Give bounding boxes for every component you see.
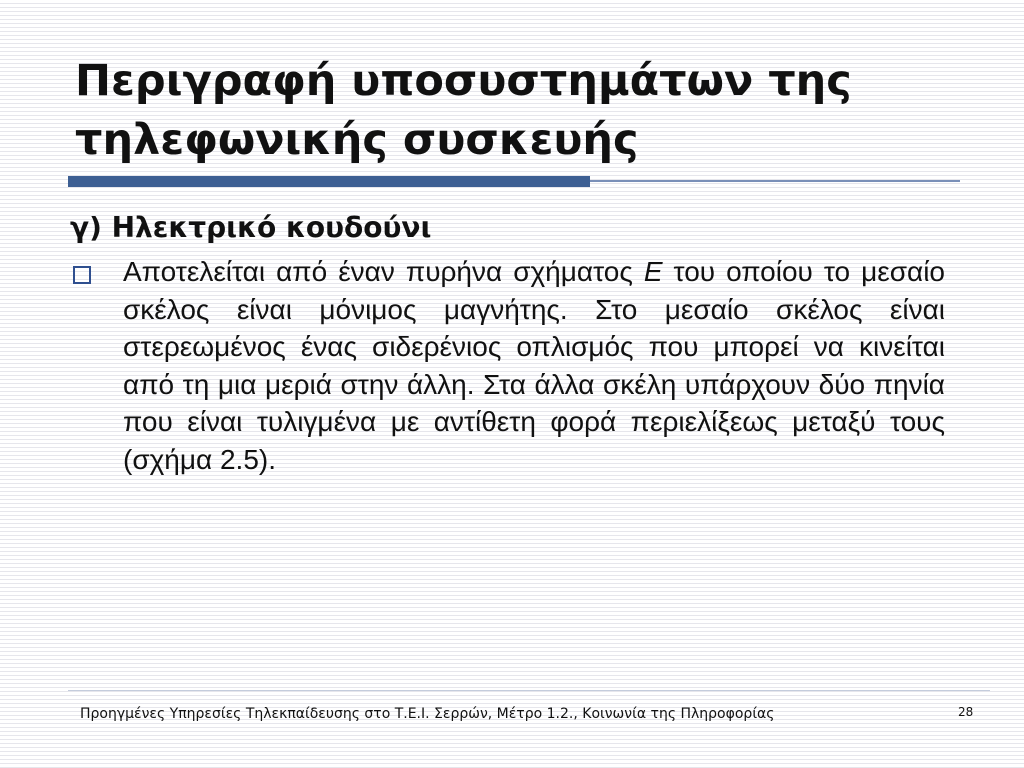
section-heading: γ) Ηλεκτρικό κουδούνι xyxy=(70,211,432,244)
footer-text: Προηγμένες Υπηρεσίες Τηλεκπαίδευσης στο Τ.Ε.Ι. Σερρών, Μέτρο 1.2., Κοινωνία της Πληροφορίας xyxy=(80,706,775,722)
italic-letter: E xyxy=(643,256,663,287)
title-underline-accent xyxy=(68,176,590,187)
title-underline-thin xyxy=(590,180,960,182)
bullet-paragraph xyxy=(123,253,945,478)
slide-title: Περιγραφή υποσυστημάτων της τηλεφωνικής συσκευής xyxy=(75,56,852,165)
bullet-text-part-1: Αποτελείται από έναν πυρήνα σχήματος xyxy=(123,256,644,287)
bullet-text-part-2: του οποίου το μεσαίο σκέλος είναι μόνιμος μαγνήτης. Στο μεσαίο σκέλος είναι στερεωμένος ένας σιδερένιος οπλισμός που μπορεί να κινείται από τη μια μεριά στην άλλη. Στα άλλα σκέλη υπάρχουν δύο πηνία που είναι τυλιγμένα με αντίθετη φορά περιελίξεως μεταξύ τους (σχήμα 2.5). xyxy=(123,256,946,475)
hollow-square-bullet-icon xyxy=(73,266,91,284)
footer-divider xyxy=(68,690,990,691)
page-number: 28 xyxy=(958,705,974,719)
